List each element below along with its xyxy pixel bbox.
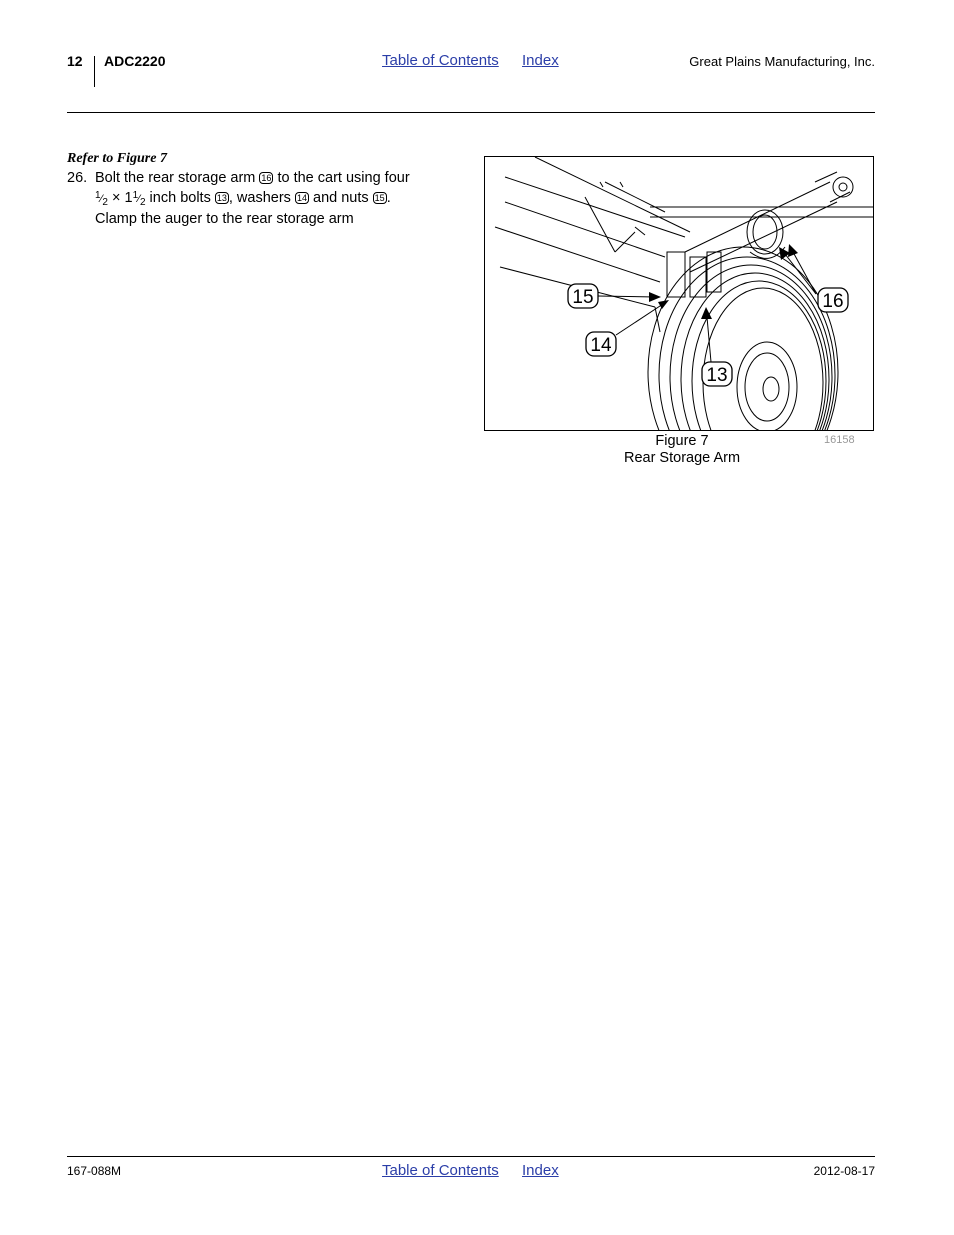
figure-7-image (484, 156, 874, 431)
header-rule (67, 112, 875, 113)
rear-storage-arm-illustration (485, 157, 874, 431)
callout-15: 15 (572, 287, 594, 308)
fraction: $^1⁄_2$ (132, 190, 146, 208)
step-line-2: $^1⁄_2$ × $1^1⁄_2$ inch bolts 13 , washers 14 and nuts 15 . (95, 190, 391, 208)
model-name: ADC2220 (104, 53, 166, 69)
callout-14: 14 (590, 335, 612, 356)
callout-ref: 15 (374, 193, 385, 203)
callout-ref: 13 (216, 193, 227, 203)
step-number: 26. (67, 170, 88, 186)
company-name: Great Plains Manufacturing, Inc. (689, 54, 875, 69)
header-index-link[interactable]: Index (522, 52, 559, 69)
footer-index-link[interactable]: Index (522, 1162, 559, 1179)
fraction: $^1⁄_2$ (95, 190, 108, 208)
refer-to-figure: Refer to Figure 7 (67, 151, 167, 166)
page-number: 12 (67, 53, 83, 69)
header-toc-link[interactable]: Table of Contents (382, 52, 499, 69)
figure-image-id: 16158 (824, 434, 855, 446)
figure-caption (484, 433, 880, 467)
figure-title: Rear Storage Arm (623, 450, 741, 466)
step-line-3: Clamp the auger to the rear storage arm (95, 211, 354, 227)
callout-16: 16 (822, 291, 844, 312)
footer-rule (67, 1156, 875, 1157)
revision-date: 2012-08-17 (813, 1164, 875, 1178)
figure-number: Figure 7 (655, 433, 709, 449)
callout-ref: 16 (261, 173, 272, 183)
footer-toc-link[interactable]: Table of Contents (382, 1162, 499, 1179)
step-body (95, 170, 455, 228)
callout-ref: 14 (296, 193, 307, 203)
header-divider (94, 56, 95, 87)
step-line-1: Bolt the rear storage arm 16 to the cart using four (95, 170, 410, 186)
document-code: 167-088M (67, 1164, 122, 1178)
callout-13: 13 (706, 365, 728, 386)
